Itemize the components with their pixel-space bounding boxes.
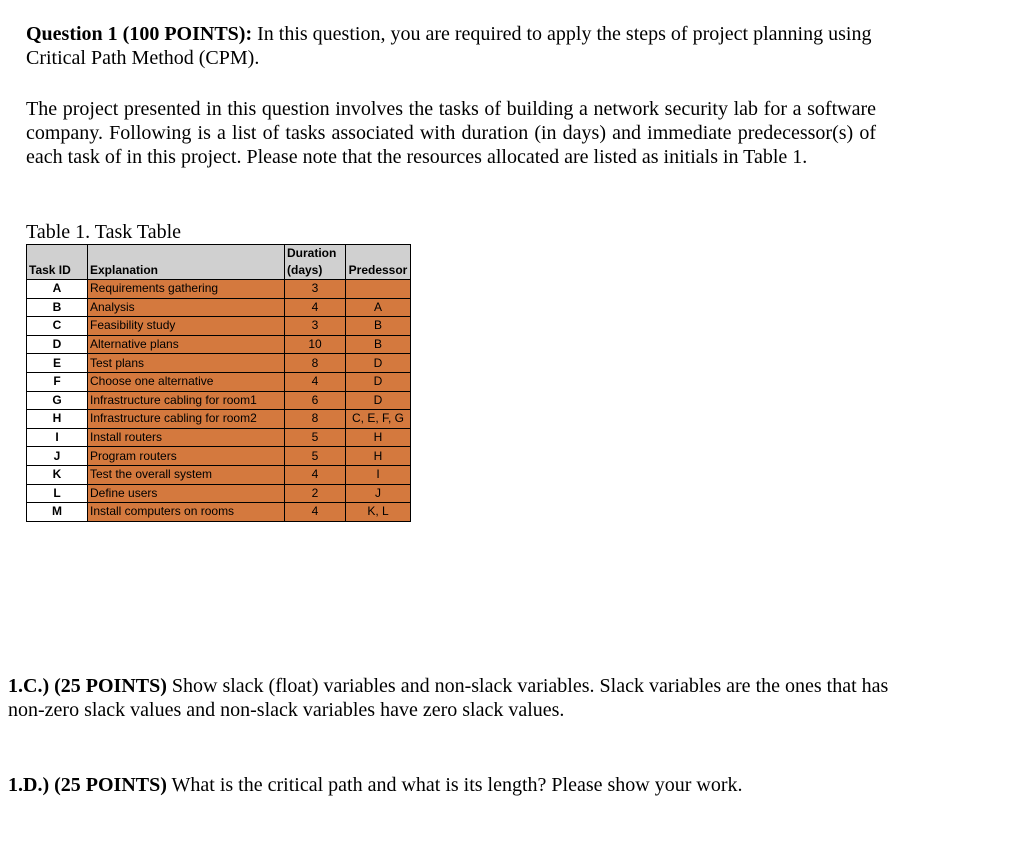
task-duration-cell: 8 [285,354,346,373]
task-id-cell: B [27,298,88,317]
task-id-cell: J [27,447,88,466]
task-explanation-cell: Define users [88,484,285,503]
table-row [27,335,411,354]
task-predecessor-cell: K, L [346,503,411,522]
header-duration-line1: Duration [287,246,337,260]
question-heading [26,22,876,70]
table-row [27,410,411,429]
task-predecessor-cell: A [346,298,411,317]
task-predecessor-cell: B [346,335,411,354]
question-1c-bold: 1.C.) (25 POINTS) [8,675,167,697]
task-id-cell: I [27,428,88,447]
task-explanation-cell: Install routers [88,428,285,447]
task-duration-cell: 8 [285,410,346,429]
task-duration-cell: 6 [285,391,346,410]
question-heading-text: In this question, you are required to apply the steps of project planning using Critical Path Method (CPM). [26,23,872,69]
table-row [27,298,411,317]
task-explanation-cell: Infrastructure cabling for room1 [88,391,285,410]
task-id-cell: E [27,354,88,373]
header-explanation: Explanation [88,245,285,280]
question-heading-bold: Question 1 (100 POINTS): [26,23,253,45]
task-duration-cell: 4 [285,298,346,317]
task-table [26,244,411,522]
task-predecessor-cell: H [346,428,411,447]
task-predecessor-cell [346,280,411,299]
task-id-cell: A [27,280,88,299]
table-row [27,484,411,503]
task-predecessor-cell: I [346,465,411,484]
table-row [27,428,411,447]
table-row [27,447,411,466]
task-duration-cell: 4 [285,503,346,522]
header-duration [285,245,346,280]
task-duration-cell: 5 [285,428,346,447]
question-1d-text: What is the critical path and what is its length? Please show your work. [166,774,743,796]
task-id-cell: C [27,317,88,336]
task-duration-cell: 10 [285,335,346,354]
task-explanation-cell: Feasibility study [88,317,285,336]
table-row [27,372,411,391]
task-id-cell: H [27,410,88,429]
task-predecessor-cell: D [346,372,411,391]
task-id-cell: K [27,465,88,484]
table-row [27,465,411,484]
table-row [27,280,411,299]
table-row [27,354,411,373]
task-explanation-cell: Analysis [88,298,285,317]
question-1c [8,674,908,722]
task-predecessor-cell: C, E, F, G [346,410,411,429]
table-caption: Table 1. Task Table [26,221,182,243]
task-duration-cell: 4 [285,372,346,391]
table-body [27,280,411,522]
task-explanation-cell: Test the overall system [88,465,285,484]
task-id-cell: L [27,484,88,503]
task-id-cell: D [27,335,88,354]
task-explanation-cell: Requirements gathering [88,280,285,299]
task-explanation-cell: Program routers [88,447,285,466]
table-row [27,391,411,410]
table-header-row [27,245,411,280]
task-id-cell: M [27,503,88,522]
task-explanation-cell: Install computers on rooms [88,503,285,522]
task-predecessor-cell: D [346,391,411,410]
task-id-cell: G [27,391,88,410]
question-1d-bold: 1.D.) (25 POINTS) [8,774,167,796]
header-predecessor: Predessor [346,245,411,280]
header-duration-line2: (days) [287,263,323,277]
task-duration-cell: 3 [285,280,346,299]
task-predecessor-cell: H [346,447,411,466]
question-1c-text: Show slack (float) variables and non-slack variables. Slack variables are the ones that has non-zero slack values and non-slack variables have zero slack values. [8,675,889,721]
task-predecessor-cell: D [346,354,411,373]
task-explanation-cell: Alternative plans [88,335,285,354]
task-predecessor-cell: B [346,317,411,336]
task-explanation-cell: Test plans [88,354,285,373]
table-row [27,317,411,336]
task-id-cell: F [27,372,88,391]
task-explanation-cell: Infrastructure cabling for room2 [88,410,285,429]
table-row [27,503,411,522]
task-duration-cell: 2 [285,484,346,503]
intro-paragraph: The project presented in this question involves the tasks of building a network security lab for a software company. Following is a list of tasks associated with duration (in days) and immediate predecessor(s) of each task of in this project. Please note that the resources allocated are listed as initials in Table 1. [26,98,876,168]
task-duration-cell: 5 [285,447,346,466]
header-task-id: Task ID [27,245,88,280]
question-1d [8,773,908,797]
task-duration-cell: 3 [285,317,346,336]
task-predecessor-cell: J [346,484,411,503]
task-explanation-cell: Choose one alternative [88,372,285,391]
task-duration-cell: 4 [285,465,346,484]
